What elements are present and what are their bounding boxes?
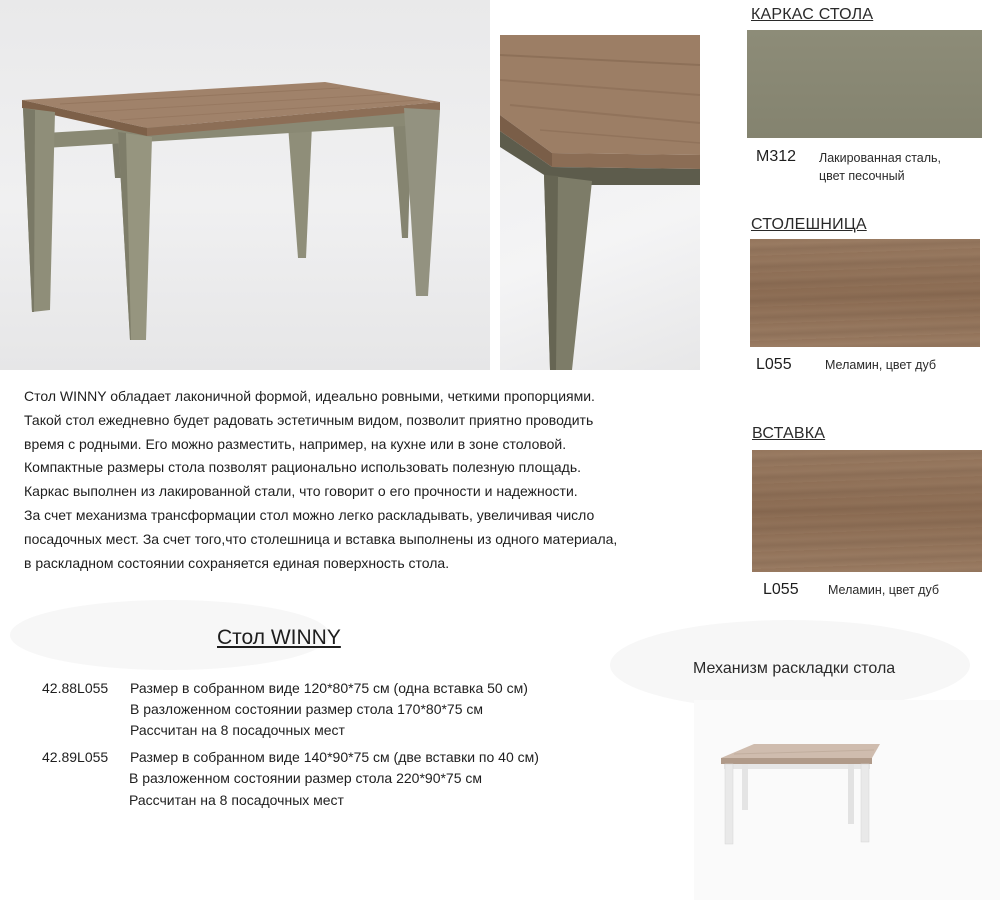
mechanism-label: Механизм раскладки стола <box>693 660 896 677</box>
frame-section-title: КАРКАС СТОЛА <box>751 6 874 23</box>
frame-description-line2: цвет песочный <box>819 169 905 183</box>
variant-article: 42.88L055 <box>42 680 109 696</box>
variant-spec-line: В разложенном состоянии размер стола 170*80*75 см <box>130 701 484 717</box>
mechanism-photo <box>694 700 1000 900</box>
variant-spec-line: Рассчитан на 8 посадочных мест <box>129 792 344 808</box>
tabletop-description: Меламин, цвет дуб <box>825 358 936 372</box>
insert-section-title: ВСТАВКА <box>752 425 826 442</box>
description-line: Компактные размеры стола позволят рационально использовать полезную площадь. <box>24 459 582 476</box>
frame-color-swatch <box>747 30 982 138</box>
variant-spec-line: В разложенном состоянии размер стола 220*90*75 см <box>129 770 483 786</box>
insert-code: L055 <box>763 581 799 598</box>
tabletop-section-title: СТОЛЕШНИЦА <box>751 216 867 233</box>
corner-detail-photo <box>500 35 700 370</box>
variant-spec-line: Размер в собранном виде 120*80*75 см (одна вставка 50 см) <box>130 680 528 696</box>
tabletop-code: L055 <box>756 356 792 373</box>
variant-spec-line: Размер в собранном виде 140*90*75 см (две вставки по 40 см) <box>130 749 539 765</box>
product-description <box>24 385 704 575</box>
description-line: Стол WINNY обладает лаконичной формой, идеально ровными, четкими пропорциями. <box>24 388 595 404</box>
description-line: в раскладном состоянии сохраняется единая поверхность стола. <box>24 554 450 571</box>
frame-description <box>819 150 941 184</box>
description-line: За счет механизма трансформации стол можно легко раскладывать, увеличивая число <box>24 506 595 523</box>
description-line: Такой стол ежедневно будет радовать эстетичным видом, позволит приятно проводить <box>24 411 594 428</box>
description-line: Каркас выполнен из лакированной стали, что говорит о его прочности и надежности. <box>24 483 578 500</box>
main-table-photo <box>0 0 490 370</box>
tabletop-color-swatch <box>750 239 980 347</box>
frame-description-line1: Лакированная сталь, <box>819 151 942 165</box>
frame-code: М312 <box>756 148 797 165</box>
variant-article: 42.89L055 <box>42 749 109 765</box>
product-title: Стол WINNY <box>217 626 341 649</box>
variant-spec-line: Рассчитан на 8 посадочных мест <box>130 722 345 738</box>
description-line: время с родными. Его можно разместить, например, на кухне или в зоне столовой. <box>24 435 567 452</box>
insert-color-swatch <box>752 450 982 572</box>
insert-description: Меламин, цвет дуб <box>828 583 939 597</box>
description-line: посадочных мест. За счет того,что столешница и вставка выполнены из одного материала, <box>24 530 618 547</box>
